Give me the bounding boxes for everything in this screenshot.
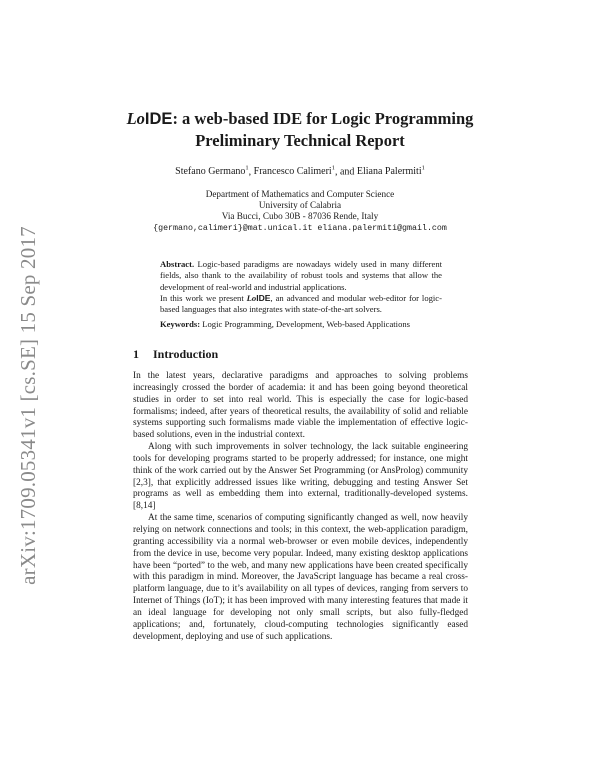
lolde-lo: Lo bbox=[246, 292, 257, 303]
keywords-label: Keywords: bbox=[160, 319, 201, 329]
author bbox=[254, 166, 335, 177]
paragraph: At the same time, scenarios of computing significantly changed as well, now heavily relying on network connections and tools; in this context, the web-application paradigm, granting accessibility via a normal web-browser or even mobile devices, independently from the device in use, become very popular. Indeed, many existing desktop applications have been “ported” to the web, and many new applications have been created specifically with this paradigm in mind. Moreover, the JavaScript language has became a real cross-platform language, due to it’s availability on all types of devices, ranging from servers to Internet of Things (IoT); it has been improved with many interesting features that made it an ideal language for developing not only small scripts, but also fully-fledged applications; and, fortunately, cloud-computing technologies significantly eased development, deploying and use of such applications. bbox=[133, 513, 468, 642]
abstract-text-2-post: , an advanced and modular web-editor for logic-based languages that also integrates with state-of-the-art solvers. bbox=[160, 292, 442, 315]
author-name: Stefano Germano bbox=[175, 166, 246, 178]
lolde-name bbox=[247, 293, 271, 303]
title-rest: : a web-based IDE for Logic Programming bbox=[172, 109, 474, 128]
title-lo: Lo bbox=[126, 109, 145, 128]
title-line-2: Preliminary Technical Report bbox=[195, 131, 405, 150]
arxiv-identifier: arXiv:1709.05341v1 [cs.SE] 15 Sep 2017 bbox=[15, 225, 40, 585]
author-sep: , bbox=[248, 166, 254, 178]
keywords bbox=[160, 319, 450, 329]
keywords-text: Logic Programming, Development, Web-based Applications bbox=[200, 319, 411, 329]
title-line-1 bbox=[100, 108, 500, 130]
affiliation-address: Via Bucci, Cubo 30B - 87036 Rende, Italy bbox=[221, 211, 379, 222]
lolde-ide: IDE bbox=[256, 292, 271, 303]
abstract-label: Abstract. bbox=[160, 259, 195, 269]
arxiv-stamp bbox=[8, 210, 48, 600]
affiliation-emails: {germano,calimeri}@mat.unical.it eliana.palermiti@gmail.com bbox=[153, 223, 447, 233]
section-body bbox=[133, 371, 468, 643]
affiliation-dept: Department of Mathematics and Computer Science bbox=[205, 189, 395, 199]
paper-title bbox=[100, 108, 500, 151]
section-heading bbox=[133, 347, 218, 362]
author-affil-mark: 1 bbox=[421, 165, 425, 172]
affiliation-univ: University of Calabria bbox=[258, 200, 342, 211]
abstract bbox=[160, 259, 442, 315]
abstract-para-1 bbox=[160, 259, 442, 293]
author-name: Eliana Palermiti bbox=[356, 166, 422, 178]
author-affil-mark: 1 bbox=[245, 165, 249, 172]
author bbox=[175, 166, 249, 177]
author-affil-mark: 1 bbox=[331, 165, 335, 172]
abstract-text-1: Logic-based paradigms are nowadays widely used in many different fields, also thank to the availability of robust tools and systems that allow the development of real-world and industrial applications. bbox=[160, 259, 442, 292]
paragraph: Along with such improvements in solver technology, the lack suitable engineering tools for developing programs started to be properly addressed; for instance, one might think of the work carried out by the Answer Set Programming (or AnsProlog) community [2,3], that explicitly addressed issues like writing, debugging and testing Answer Set programs as well as embedding them into external, traditionally-developed systems.[8,14] bbox=[133, 442, 468, 512]
affiliation bbox=[100, 189, 500, 234]
title-ide: IDE bbox=[144, 110, 173, 128]
abstract-para-2 bbox=[160, 293, 442, 316]
abstract-text-2-pre: In this work we present bbox=[160, 292, 247, 303]
author-name: Francesco Calimeri bbox=[253, 166, 332, 178]
author-sep: , and bbox=[334, 166, 357, 178]
author bbox=[357, 166, 425, 177]
section-number: 1 bbox=[133, 347, 139, 361]
author-list bbox=[100, 165, 500, 177]
section-title: Introduction bbox=[153, 347, 219, 361]
paragraph: In the latest years, declarative paradigms and approaches to solving problems increasingly crossed the border of academia: it and has been going beyond theoretical studies in order to set into real world. This is especially the case for logic-based formalisms; indeed, after years of theoretical results, the availability of solid and reliable systems supporting such formalisms made viable the implementation of effective logic-based solutions, even in the industrial context. bbox=[133, 371, 468, 441]
